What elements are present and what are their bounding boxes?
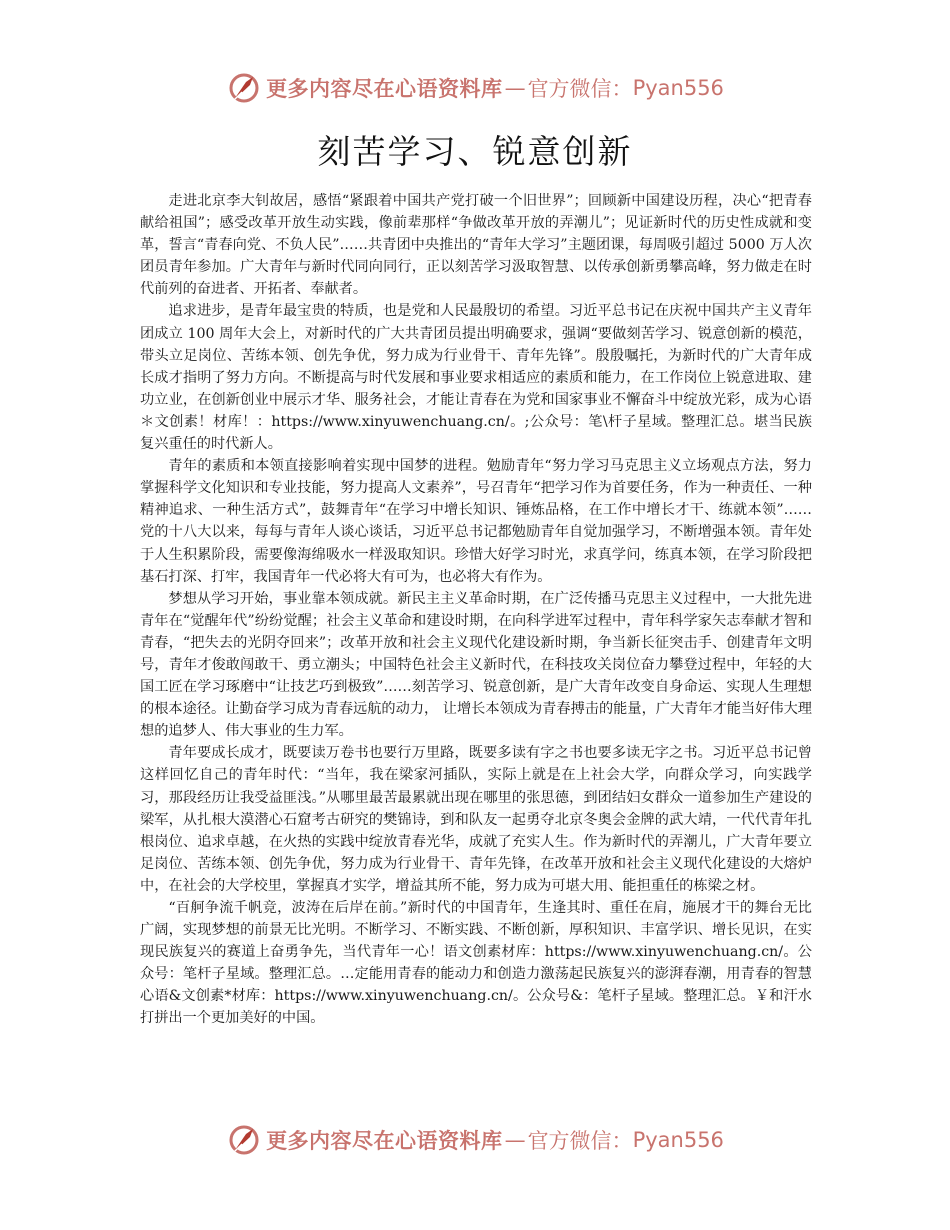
- paragraph: 青年的素质和本领直接影响着实现中国梦的进程。勉励青年“努力学习马克思主义立场观点方法，努力掌握科学文化知识和专业技能，努力提高人文素养”，号召青年“把学习作为首要任务，作为一种责任、一种精神追求、一种生活方式”，鼓舞青年“在学习中增长知识、锤炼品格，在工作中增长才干、练就本领”……党的十八大以来，每每与青年人谈心谈话，习近平总书记都勉励青年自觉加强学习，不断增强本领。青年处于人生积累阶段，需要像海绵吸水一样汲取知识。珍惜大好学习时光，求真学问，练真本领，在学习阶段把基石打深、打牢，我国青年一代必将大有可为，也必将大有作为。: [140, 458, 812, 585]
- banner-wechat-label: 官方微信：: [527, 77, 633, 101]
- banner-wechat-id: Pyan556: [632, 1128, 724, 1152]
- header-watermark-banner: [0, 68, 950, 108]
- paragraph: 梦想从学习开始，事业靠本领成就。新民主主义革命时期，在广泛传播马克思主义过程中，一大批先进青年在“觉醒年代”纷纷觉醒；社会主义革命和建设时期，在向科学进军过程中，青年科学家矢志奉献才智和青春，“把失去的光阴夺回来”；改革开放和社会主义现代化建设新时期，争当新长征突击手、创建青年文明号，青年才俊敢闯敢干、勇立潮头；中国特色社会主义新时代，在科技攻关岗位奋力攀登过程中，年轻的大国工匠在学习琢磨中“让技艺巧到极致”……刻苦学习、锐意创新，是广大青年改变自身命运、实现人生理想的根本途径。让勤奋学习成为青春远航的动力， 让增长本领成为青春搏击的能量，广大青年才能当好伟大理想的追梦人、伟大事业的生力军。: [140, 590, 812, 740]
- pen-nib-logo-icon: [226, 1122, 262, 1158]
- banner-wechat-label: 官方微信：: [527, 1129, 633, 1153]
- paragraph: 青年要成长成才，既要读万卷书也要行万里路，既要多读有字之书也要多读无字之书。习近平总书记曾这样回忆自己的青年时代：“当年，我在梁家河插队，实际上就是在上社会大学，向群众学习，向实践学习，那段经历让我受益匪浅。”从哪里最苦最累就出现在哪里的张思德，到团结妇女群众一道参加生产建设的梁军，从扎根大漠潜心石窟考古研究的樊锦诗，到和队友一起勇夺北京冬奥会金牌的武大靖，一代代青年扎根岗位、追求卓越，在火热的实践中绽放青春光华，成就了充实人生。作为新时代的弄潮儿，广大青年要立足岗位、苦练本领、创先争优，努力成为行业骨干、青年先锋，在改革开放和社会主义现代化建设的大熔炉中，在社会的大学校里，掌握真才实学，增益其所不能，努力成为可堪大用、能担重任的栋梁之材。: [140, 745, 812, 894]
- paragraph: 追求进步，是青年最宝贵的特质，也是党和人民最殷切的希望。习近平总书记在庆祝中国共产主义青年团成立 100 周年大会上，对新时代的广大共青团员提出明确要求，强调“要做刻苦学习、锐意创新的模范，带头立足岗位、苦练本领、创先争优，努力成为行业骨干、青年先锋”。殷殷嘱托，为新时代的广大青年成长成才指明了努力方向。不断提高与时代发展和事业要求相适应的素质和能力，在工作岗位上锐意进取、建功立业，在创新创业中展示才华、服务社会，才能让青春在为党和国家事业不懈奋斗中绽放光彩，成为心语＊文创素！材库！：https://www.xinyuwenchuang.cn/。;公众号：笔\杆子星域。整理汇总。堪当民族复兴重任的时代新人。: [140, 303, 812, 453]
- paragraph: “百舸争流千帆竞，波涛在后岸在前。”新时代的中国青年，生逢其时、重任在肩，施展才干的舞台无比广阔，实现梦想的前景无比光明。不断学习、不断实践、不断创新，厚积知识、丰富学识、增长见识，在实现民族复兴的赛道上奋勇争先，当代青年一心！语文创素材库：https://www.xinyuwenchuang.cn/。公众号：笔杆子星域。整理汇总。…定能用青春的能动力和创造力激荡起民族复兴的澎湃春潮，用青春的智慧心语&文创素*材库：https://www.xinyuwenchuang.cn/。公众号&：笔杆子星域。整理汇总。￥和汗水打拼出一个更加美好的中国。: [140, 900, 812, 1027]
- banner-main-text: 更多内容尽在心语资料库: [266, 1129, 503, 1153]
- pen-nib-logo-icon: [226, 70, 262, 106]
- paragraph: 走进北京李大钊故居，感悟“紧跟着中国共产党打破一个旧世界”；回顾新中国建设历程，决心“把青春献给祖国”；感受改革开放生动实践，像前辈那样“争做改革开放的弄潮儿”；见证新时代的历史性成就和变革，誓言“青春向党、不负人民”……共青团中央推出的“青年大学习”主题团课，每周吸引超过 5000 万人次团员青年参加。广大青年与新时代同向同行，正以刻苦学习汲取智慧、以传承创新勇攀高峰，努力做走在时代前列的奋进者、开拓者、奉献者。: [140, 193, 812, 298]
- banner-wechat-id: Pyan556: [632, 76, 724, 100]
- footer-watermark-banner: [0, 1120, 950, 1160]
- banner-separator: —: [504, 76, 526, 100]
- banner-main-text: 更多内容尽在心语资料库: [266, 77, 503, 101]
- document-body: [140, 190, 812, 1030]
- banner-separator: —: [504, 1128, 526, 1152]
- document-title: 刻苦学习、锐意创新: [317, 132, 633, 171]
